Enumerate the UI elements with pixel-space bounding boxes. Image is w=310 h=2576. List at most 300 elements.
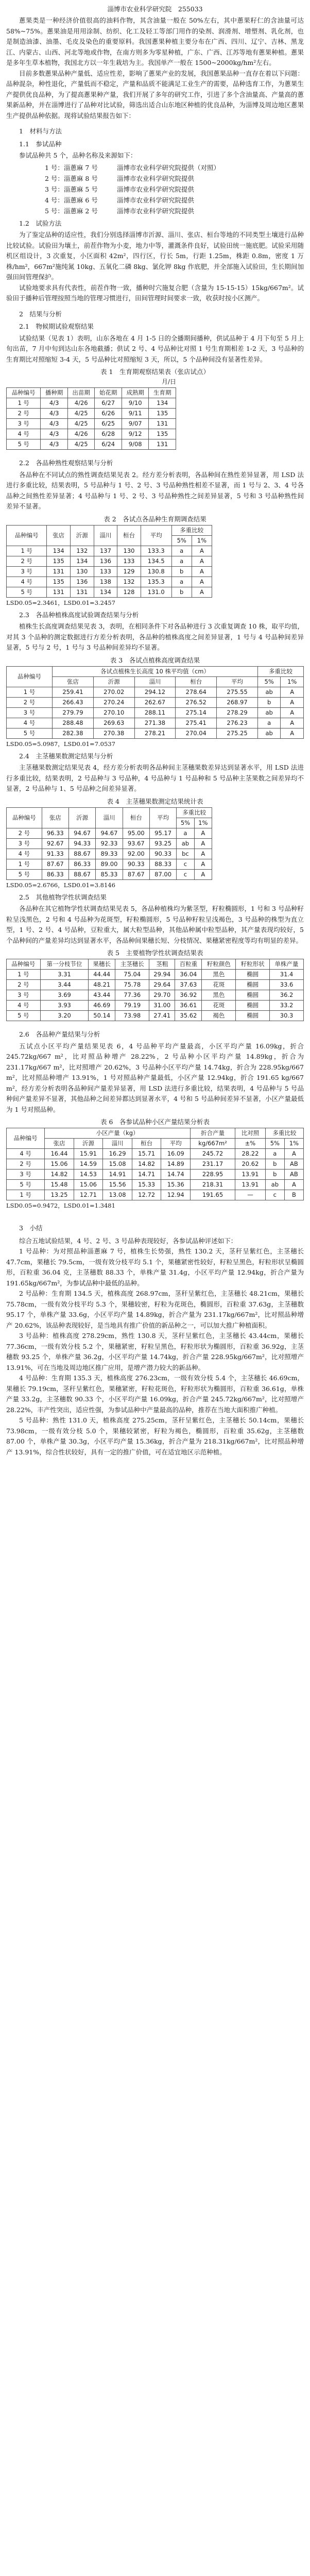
table-cell: ab <box>257 687 281 697</box>
table-5 <box>6 959 304 1021</box>
section-2-title: 2 结果与分析 <box>19 310 62 318</box>
table-header-cell: 桓台 <box>176 676 217 687</box>
table-header-cell: 各试点植株生长高度 10 株平均值（cm） <box>53 666 258 676</box>
section-3-title: 3 小结 <box>19 1224 43 1232</box>
table-cell: 138 <box>94 577 117 587</box>
table-cell: 130.8 <box>141 566 171 577</box>
table-cell: 133 <box>117 556 141 566</box>
table-cell: b <box>171 566 192 577</box>
table-row <box>7 728 304 738</box>
table-cell: 35.62 <box>175 1011 202 1021</box>
table-cell: 4/26 <box>67 398 95 409</box>
intro-paragraph-1: 蔥果类是一种经济价值很高的油料作物，其含油量一般在 50%左右，其中蔥果籽仁的含油量可达 58%~75%。蔥果油是用用涂制、纺织、化工及轻工等部门用作的染剂、润滑剂、增塑剂、乳化剂，也是制造油漆、油墨、毛皮及染色的重要原料。我国蔥果种植主要分布在广西、四川、辽宁、吉林、黑龙江、内蒙古、山西、河北等地或作物，在南方则多为零星种植，广东、广西、江苏等地有蔥果种植。蔥果是多年生草本植物，我国北方以一年生栽培为主。我国单产一般在 1500~2000kg/hm²左右。 <box>6 16 304 66</box>
table-cell: 36.04 <box>175 970 202 980</box>
table-cell: 15.91 <box>74 1149 103 1159</box>
table-cell: — <box>235 1190 266 1200</box>
table-cell: 88.33 <box>149 859 176 869</box>
table-cell: 270.02 <box>93 687 134 697</box>
table-cell: 282.38 <box>53 728 94 738</box>
table-cell: 278.29 <box>217 707 258 718</box>
table-row <box>7 1170 304 1180</box>
table-header-cell: 品种编号 <box>7 807 42 828</box>
table-cell: 96.33 <box>42 828 68 838</box>
table-1-unit-row <box>6 378 176 386</box>
table-header-cell: 平均 <box>141 525 171 546</box>
table-cell: 3.44 <box>40 980 88 990</box>
section-1-1-title: 1.1 参试品种 <box>19 140 62 148</box>
variety-item: 3 号：淄蔥麻 5 号 淄博市农业科学研究院提供 <box>45 185 195 193</box>
table-cell: 5 号 <box>7 587 47 597</box>
section-2-1-title: 2.1 物候期试验观察结果 <box>19 323 94 330</box>
table-header-cell: 淄川 <box>94 525 117 546</box>
table-cell: bc <box>177 849 194 859</box>
table-cell: 4 号 <box>7 1001 41 1011</box>
table-cell: 12.72 <box>132 1190 161 1200</box>
table-cell: 131 <box>149 419 176 429</box>
table-cell: 87.00 <box>149 869 176 879</box>
table-cell: 129 <box>117 566 141 577</box>
table-cell: 3.20 <box>40 1011 88 1021</box>
table-row <box>7 409 176 419</box>
table-header-cell: 平均 <box>161 1139 191 1149</box>
table-cell: 278.21 <box>134 728 176 738</box>
table-cell: 87.67 <box>123 869 149 879</box>
table-cell: 88.67 <box>68 869 95 879</box>
variety-item: 1 号：淄蔥麻 7 号 淄博市农业科学研究院提供（对照） <box>45 163 220 172</box>
table-cell: 92.67 <box>42 838 68 849</box>
table-row <box>7 687 304 697</box>
table-cell: 5 号 <box>7 869 42 879</box>
table-header-cell: 桓台 <box>117 525 141 546</box>
table-header-cell: 单株产量 <box>270 959 304 970</box>
table-cell: 15.36 <box>161 1180 191 1190</box>
table-cell: 2 号 <box>7 556 47 566</box>
table-5-caption: 表 5 主要植物学性状调查结果表 <box>107 949 203 957</box>
table-cell: 9/12 <box>122 429 149 439</box>
table-cell: 4 号 <box>7 1149 45 1159</box>
table-cell: 4/3 <box>41 409 68 419</box>
table-row <box>7 838 212 849</box>
table-cell: 86.33 <box>42 869 68 879</box>
table-header-cell: 沂源 <box>68 807 95 828</box>
table-cell: 271.38 <box>134 718 176 728</box>
table-header-cell: 淄川 <box>134 676 176 687</box>
table-cell: 14.91 <box>103 1170 132 1180</box>
table-cell: 135 <box>47 556 71 566</box>
table-cell: 43.44 <box>89 990 115 1001</box>
table-cell: 15.71 <box>132 1149 161 1159</box>
table-3 <box>6 666 304 739</box>
table-cell: 93.25 <box>149 838 176 849</box>
table-header-cell: 品种编号 <box>7 388 41 398</box>
table-cell: 134 <box>149 398 176 409</box>
table-cell: 9/11 <box>122 409 149 419</box>
table-cell: 16.09 <box>161 1149 191 1159</box>
table-cell: 86.33 <box>68 859 95 869</box>
table-header-cell: 多重比较 <box>257 666 303 676</box>
table-cell: 269.63 <box>93 718 134 728</box>
table-header-cell: 桓台 <box>132 1139 161 1149</box>
table-cell: 95.17 <box>149 828 176 838</box>
table-header-cell: 始花期 <box>95 388 122 398</box>
table-cell: 94.67 <box>68 828 95 838</box>
table-cell: 13.25 <box>45 1190 74 1200</box>
table-cell: 1 号 <box>7 1190 45 1200</box>
table-cell: 2 号 <box>7 828 42 838</box>
table-cell: 270.10 <box>93 707 134 718</box>
table-cell: 12.94 <box>161 1190 191 1200</box>
table-row <box>7 828 212 838</box>
table-3-note: LSD0.05=5.0987，LSD0.01=7.0537 <box>6 740 115 748</box>
table-2 <box>6 525 212 598</box>
table-cell: b <box>171 587 192 597</box>
table-row <box>7 1180 304 1190</box>
table-header-cell: 1% <box>192 535 212 546</box>
table-cell: 218.31 <box>190 1180 235 1190</box>
table-cell: 4 号 <box>7 429 41 439</box>
table-cell: 4 号 <box>7 577 47 587</box>
table-cell: 92.00 <box>123 849 149 859</box>
table-header-cell: 沂源 <box>93 676 134 687</box>
table-cell: 黑色 <box>202 970 236 980</box>
table-cell: A <box>281 728 304 738</box>
table-header-cell: 1% <box>194 818 212 828</box>
table-cell: 4/25 <box>67 409 95 419</box>
section-3-intro: 综合五地试验结果，4 号、2 号、3 号品种表现较好，各参试品种评述如下： <box>19 1236 237 1245</box>
table-cell: 2 号 <box>7 1159 45 1170</box>
table-cell: 4/3 <box>41 439 68 450</box>
table-header-cell: 茎粗 <box>149 959 175 970</box>
table-cell: 31.00 <box>149 1001 175 1011</box>
table-cell: 4/25 <box>67 439 95 450</box>
section-1-1-text: 参试品种共 5 个，品种名称及来源如下： <box>19 151 137 159</box>
table-cell: 3.69 <box>40 990 88 1001</box>
table-cell: AB <box>284 1170 303 1180</box>
table-cell: 270.24 <box>93 697 134 707</box>
section-1-2-text-1: 为了鉴定品种的适应性，我们分别选择淄博市沂源、淄川、张店、桓台等地的不同类型土壤进行品种比较试验。试验田为壤土，前茬作物为小麦，地力中等，灌溉条件良好，试验田统一施底肥。试验采用随机区组设计，3 次重复，小区面积 42m²，四行区，行长 5m，行距 1.25m，株距 0.8m，密度 1 万株/hm²，667m²施纯氮 10kg、五氧化二磷 8kg、氯化钾 8kg 作底肥，并全部施入试验田，生长期间加强田间管理保护。 <box>6 231 304 281</box>
table-cell: 75.04 <box>115 970 149 980</box>
table-cell: 46.69 <box>89 1001 115 1011</box>
table-cell: b <box>257 697 281 707</box>
table-row <box>7 577 212 587</box>
table-cell: A <box>281 697 304 707</box>
table-cell: 1 号 <box>7 398 41 409</box>
table-row <box>7 419 176 429</box>
table-row <box>7 970 304 980</box>
table-cell: 5 号 <box>7 439 41 450</box>
table-header-cell: 张店 <box>45 1139 74 1149</box>
table-cell: 136 <box>71 577 94 587</box>
affiliation-header: 淄博市农业科学研究院 255033 <box>107 5 203 13</box>
table-cell: 92.33 <box>96 838 123 849</box>
table-cell: 87.67 <box>42 859 68 869</box>
table-cell: 14.89 <box>161 1159 191 1170</box>
table-cell: 262.67 <box>134 697 176 707</box>
table-cell: 花斑 <box>202 980 236 990</box>
table-cell: 48.21 <box>89 980 115 990</box>
table-cell: 275.41 <box>176 718 217 728</box>
table-header-cell: 1% <box>284 1139 303 1149</box>
table-cell: 276.23 <box>217 718 258 728</box>
table-cell: 27.41 <box>149 1011 175 1021</box>
table-cell: ab <box>265 1180 284 1190</box>
table-cell: a <box>265 1149 284 1159</box>
table-cell: 9/10 <box>122 398 149 409</box>
table-cell: 1 号 <box>7 687 53 697</box>
table-cell: A <box>281 687 304 697</box>
table-cell: 136 <box>94 556 117 566</box>
table-header-cell: 淄川 <box>96 807 123 828</box>
table-header-cell: 沂源 <box>74 1139 103 1149</box>
table-cell: a <box>171 556 192 566</box>
table-cell: 133.3 <box>141 546 171 556</box>
table-header-cell: 5% <box>265 1139 284 1149</box>
summary-variety-2: 2 号品种：生育期 134.5 天，植株高度 268.97cm，茎秆呈紫红色，主茎穗长 48.21cm，果穗长 75.78cm，一级有效分枝平均 5.3 个，果穗较密，籽粒为花斑色，椭圆形，百粒重 37.63g，主茎穗数 95.17 个，单株产量 33.6g，小区平均产量 14.89kg，折合产量为 231.17kg/667m²，比对照品种增产 20.62%，该品种表现较好，是当地具有推广价值的新品种之一，可以加大推广种植面积。 <box>6 1290 304 1329</box>
table-cell: 13.91 <box>235 1170 266 1180</box>
table-cell: a <box>257 718 281 728</box>
table-cell: A <box>194 849 212 859</box>
table-cell: 15.08 <box>103 1159 132 1170</box>
table-cell: 4/3 <box>41 398 68 409</box>
table-cell: 279.79 <box>53 707 94 718</box>
table-header-cell: 1% <box>281 676 304 687</box>
table-cell: 131 <box>149 439 176 450</box>
section-1-2-title: 1.2 试验方法 <box>19 219 62 227</box>
table-cell: A <box>284 1180 303 1190</box>
table-cell: 4 号 <box>7 718 53 728</box>
table-header-cell: 出苗期 <box>67 388 95 398</box>
table-cell: 133 <box>94 566 117 577</box>
table-cell: 90.33 <box>123 859 149 869</box>
table-header-cell: 籽粒形状 <box>236 959 270 970</box>
table-cell: 37.63 <box>175 980 202 990</box>
intro-paragraph-2: 目前多数蔥果品种产量低、适应性差，影响了蔥果产业的发展，我国蔥果品种一直存在着以下问题：品种混杂，种性退化，产量低而不稳定，产量和品质不能满足工业生产的需要，品种选育工作，为蔥果生产提供优良品种，为了提高蔥果种产量，我们开展了多年的研究工作，引进了多个含油量高、产量高的蔥果新品种，并在淄博进行了品种对比试验，筛选出适合山东地区种植的优良品种，为淄博及周边地区蔥果生产提供品种依据。现将试验结果报告如下： <box>6 69 304 120</box>
variety-item: 5 号：淄蔥麻 2 号 淄博市农业科学研究院提供 <box>45 207 195 215</box>
table-cell: A <box>281 718 304 728</box>
table-header-cell: 成熟期 <box>122 388 149 398</box>
table-header-cell: 张店 <box>47 525 71 546</box>
table-row <box>7 546 212 556</box>
table-cell: 33.6 <box>270 980 304 990</box>
table-header-cell: 籽粒颜色 <box>202 959 236 970</box>
table-header-cell: 多重比较 <box>171 525 212 535</box>
table-cell: 131 <box>47 587 71 597</box>
table-cell: 268.97 <box>217 697 258 707</box>
table-cell: 85.33 <box>96 869 123 879</box>
table-cell: 5 号 <box>7 1180 45 1190</box>
table-row <box>7 1190 304 1200</box>
table-cell: 3 号 <box>7 566 47 577</box>
table-cell: 6/25 <box>95 419 122 429</box>
table-cell: 6/28 <box>95 429 122 439</box>
table-cell: 13.08 <box>103 1190 132 1200</box>
table-4-caption: 表 4 主茎穗果数测定结果统计表 <box>107 797 203 805</box>
table-cell: 275.25 <box>217 728 258 738</box>
table-header-cell: 5% <box>257 676 281 687</box>
table-cell: 2 号 <box>7 697 53 707</box>
table-cell: 29.64 <box>149 980 175 990</box>
table-4 <box>6 807 212 880</box>
table-cell: 3 号 <box>7 838 42 849</box>
table-cell: A <box>192 566 212 577</box>
table-cell: 15.33 <box>132 1180 161 1190</box>
table-cell: 245.72 <box>190 1149 235 1159</box>
table-header-cell: 品种编号 <box>7 666 53 687</box>
table-cell: 黑色 <box>202 990 236 1001</box>
table-header-cell: 张店 <box>42 807 68 828</box>
table-cell: 13.91 <box>235 1180 266 1190</box>
table-cell: 134 <box>71 556 94 566</box>
table-cell: A <box>284 1149 303 1159</box>
table-cell: 2 号 <box>7 409 41 419</box>
table-cell: 5 号 <box>7 1011 41 1021</box>
table-cell: 231.17 <box>190 1159 235 1170</box>
table-cell: 288.11 <box>134 707 176 718</box>
table-row <box>7 566 212 577</box>
variety-item: 2 号：淄蔥麻 8 号 淄博市农业科学研究院提供 <box>45 174 195 182</box>
table-header-cell: 生育期 <box>149 388 176 398</box>
table-row <box>7 429 176 439</box>
section-2-3-title: 2.3 各品种植株高度试验调查结果与分析 <box>19 611 139 619</box>
table-cell: c <box>177 859 194 869</box>
table-1 <box>6 387 176 450</box>
table-cell: ab <box>257 728 281 738</box>
table-cell: A <box>194 838 212 849</box>
table-cell: 79.19 <box>115 1001 149 1011</box>
table-cell: 6/27 <box>95 398 122 409</box>
table-row <box>7 556 212 566</box>
table-6 <box>6 1128 304 1200</box>
table-cell: 135 <box>149 409 176 419</box>
table-cell: A <box>192 546 212 556</box>
table-cell: 132 <box>117 577 141 587</box>
table-2-note: LSD0.05=2.3461，LSD0.01=3.2457 <box>6 599 115 606</box>
table-header-cell: 5% <box>177 818 194 828</box>
section-1-title: 1 材料与方法 <box>19 127 62 135</box>
table-row <box>7 980 304 990</box>
table-cell: 294.12 <box>134 687 176 697</box>
table-cell: 77.36 <box>115 990 149 1001</box>
table-cell: 94.33 <box>68 838 95 849</box>
section-2-3-text: 植株生长高度调查结果见表 3，表明，在相同条件下对各品种进行 3 次重复调查 10 株，取平均值，对其 3 个品种的测定数据进行方差分析表明，各品种的植株高度之间差异显著，1 号与 4 号品种间差异显著，5 号与 2 号，1 号与 3 号品种间差异均不显著。 <box>6 622 304 651</box>
table-cell: 椭圆 <box>236 1011 270 1021</box>
table-header-cell: 沂源 <box>71 525 94 546</box>
table-header-cell: 多重比较 <box>177 807 212 818</box>
table-cell: 30.3 <box>270 1011 304 1021</box>
section-2-2-text: 各品种在不同试点的熟性调查结果见表 2。经方差分析表明，各品种间在熟性差异显著，用 LSD 法进行多重比较，结果表明，5 号品种与 1 号、2 号、3 号品种熟性相差不显著，而 1 号与 2、3、4 号各品种之间熟性差异显著；4 号品种与 1 号、2 号、3 号品种熟性之间差异显著，5 号和 3 号品种熟性间差异不显著。 <box>6 470 304 510</box>
variety-item: 4 号：淄蔥麻 6 号 淄博市农业科学研究院提供 <box>45 196 195 204</box>
table-cell: a <box>177 828 194 838</box>
table-cell: 20.62 <box>235 1159 266 1170</box>
table-cell: 131.0 <box>141 587 171 597</box>
table-header-cell: 品种编号 <box>7 959 41 970</box>
table-cell: 14.53 <box>74 1170 103 1180</box>
table-cell: ab <box>257 707 281 718</box>
table-cell: b <box>265 1170 284 1180</box>
table-cell: 94.67 <box>96 828 123 838</box>
section-1-2-text-2: 试验地要求具有代表性，前茬作物一致，播种时穴施复合肥（含量为 15-15-15）15kg/667m²。试验田于播种后管理按照当地的管理习惯进行，田间管理时间要求一致，收获时按小区测产。 <box>6 283 304 302</box>
table-header-cell: 平均 <box>217 676 258 687</box>
table-cell: A <box>194 828 212 838</box>
table-cell: 9/08 <box>122 439 149 450</box>
section-2-6-text: 五试点小区平均产量结果见表 6，4 号品种平均产量最高，小区平均产量 16.09kg，折合 245.72kg/667 m²，比对照品种增产 28.22%，2 号品种小区平均产量 14.89kg，折合为 231.17kg/667 m²，比对照增产 20.62%，3 号品种小区平均产量 14.74kg，折合为 228.95kg/667 m²，比对照品种增产 13.91%，1 号对照品种产量最低，小区产量 12.94kg，折合 191.65 kg/667 m²，经方差分析表明各品种间产量差异显著，用 LSD 法进行多重比较，结果表明，4 号品种与 5 号品种间产量差异不显著，其他品种之间差异都达到显著水平，4 号和 5 号品种间差异不显著，小区产量最低为 1 号对照品种。 <box>6 1042 304 1113</box>
table-cell: A <box>192 556 212 566</box>
table-cell: 135 <box>149 429 176 439</box>
table-cell: 12.71 <box>74 1190 103 1200</box>
table-cell: 191.65 <box>190 1190 235 1200</box>
table-cell: 椭圆 <box>236 990 270 1001</box>
table-cell: 50.14 <box>89 1011 115 1021</box>
table-cell: B <box>284 1190 303 1200</box>
table-cell: 29.94 <box>149 970 175 980</box>
table-cell: a <box>171 577 192 587</box>
table-cell: 91.33 <box>42 849 68 859</box>
table-cell: 1 号 <box>7 546 47 556</box>
table-cell: 228.95 <box>190 1170 235 1180</box>
table-cell: 6/24 <box>95 439 122 450</box>
table-header-cell: 第一分枝节位 <box>40 959 88 970</box>
table-cell: 44.44 <box>89 970 115 980</box>
table-cell: 16.44 <box>45 1149 74 1159</box>
table-cell: 4 号 <box>7 849 42 859</box>
table-cell: 275.55 <box>217 687 258 697</box>
table-cell: 4/3 <box>41 419 68 429</box>
table-header-cell: 果穗长 <box>89 959 115 970</box>
table-header-cell: 5% <box>171 535 192 546</box>
table-header-cell: 桓台 <box>123 807 149 828</box>
table-cell: 椭圆 <box>236 980 270 990</box>
table-cell: 276.52 <box>176 697 217 707</box>
table-cell: 15.06 <box>74 1180 103 1190</box>
table-cell: 36.2 <box>270 990 304 1001</box>
table-3-caption: 表 3 各试点植株高度调查结果 <box>110 656 200 664</box>
table-cell: 14.71 <box>132 1170 161 1180</box>
table-cell: 130 <box>71 566 94 577</box>
table-cell: 3.31 <box>40 970 88 980</box>
table-row <box>7 718 304 728</box>
table-header-cell: 品种编号 <box>7 525 47 546</box>
table-cell: 134 <box>47 546 71 556</box>
table-cell: AB <box>284 1159 303 1170</box>
table-cell: 15.06 <box>45 1159 74 1170</box>
table-row <box>7 1159 304 1170</box>
table-row <box>7 1011 304 1021</box>
table-cell: 3.93 <box>40 1001 88 1011</box>
table-row <box>7 990 304 1001</box>
table-cell: A <box>194 869 212 879</box>
table-cell: 4/3 <box>41 429 68 439</box>
table-cell: ab <box>177 838 194 849</box>
table-cell: 28.22 <box>235 1149 266 1159</box>
table-cell: 4/26 <box>67 429 95 439</box>
summary-variety-3: 3 号品种：植株高度 278.29cm，熟性 130.8 天，茎秆呈紫红色，主茎穗长 43.44cm，果穗长 77.36cm，一级有效分枝 5.2 个，果穗紧密，籽粒呈黑色，籽粒形状为椭圆形，百粒重 36.92g，主茎穗数 93.25 个，单株产量 36.2g，小区平均产量 14.74kg，折合产量 228.95kg/667m²，比对照增产 13.91%，可在当地及周边地区推广应用，是增产潜力较大的新品种。 <box>6 1332 304 1371</box>
table-row <box>7 587 212 597</box>
table-cell: 75.78 <box>115 980 149 990</box>
table-cell: a <box>171 546 192 556</box>
table-cell: 5 号 <box>7 728 53 738</box>
table-2-caption: 表 2 各试点各品种生育期调查结果 <box>104 515 206 523</box>
table-cell: 椭圆 <box>236 970 270 980</box>
table-cell: 93.67 <box>123 838 149 849</box>
table-cell: 2 号 <box>7 980 41 990</box>
table-cell: 36.61 <box>175 1001 202 1011</box>
table-cell: 36.92 <box>175 990 202 1001</box>
table-cell: 132 <box>71 546 94 556</box>
table-cell: 135.3 <box>141 577 171 587</box>
table-cell: 14.82 <box>45 1170 74 1180</box>
table-row <box>7 439 176 450</box>
table-cell: 椭圆 <box>236 1001 270 1011</box>
